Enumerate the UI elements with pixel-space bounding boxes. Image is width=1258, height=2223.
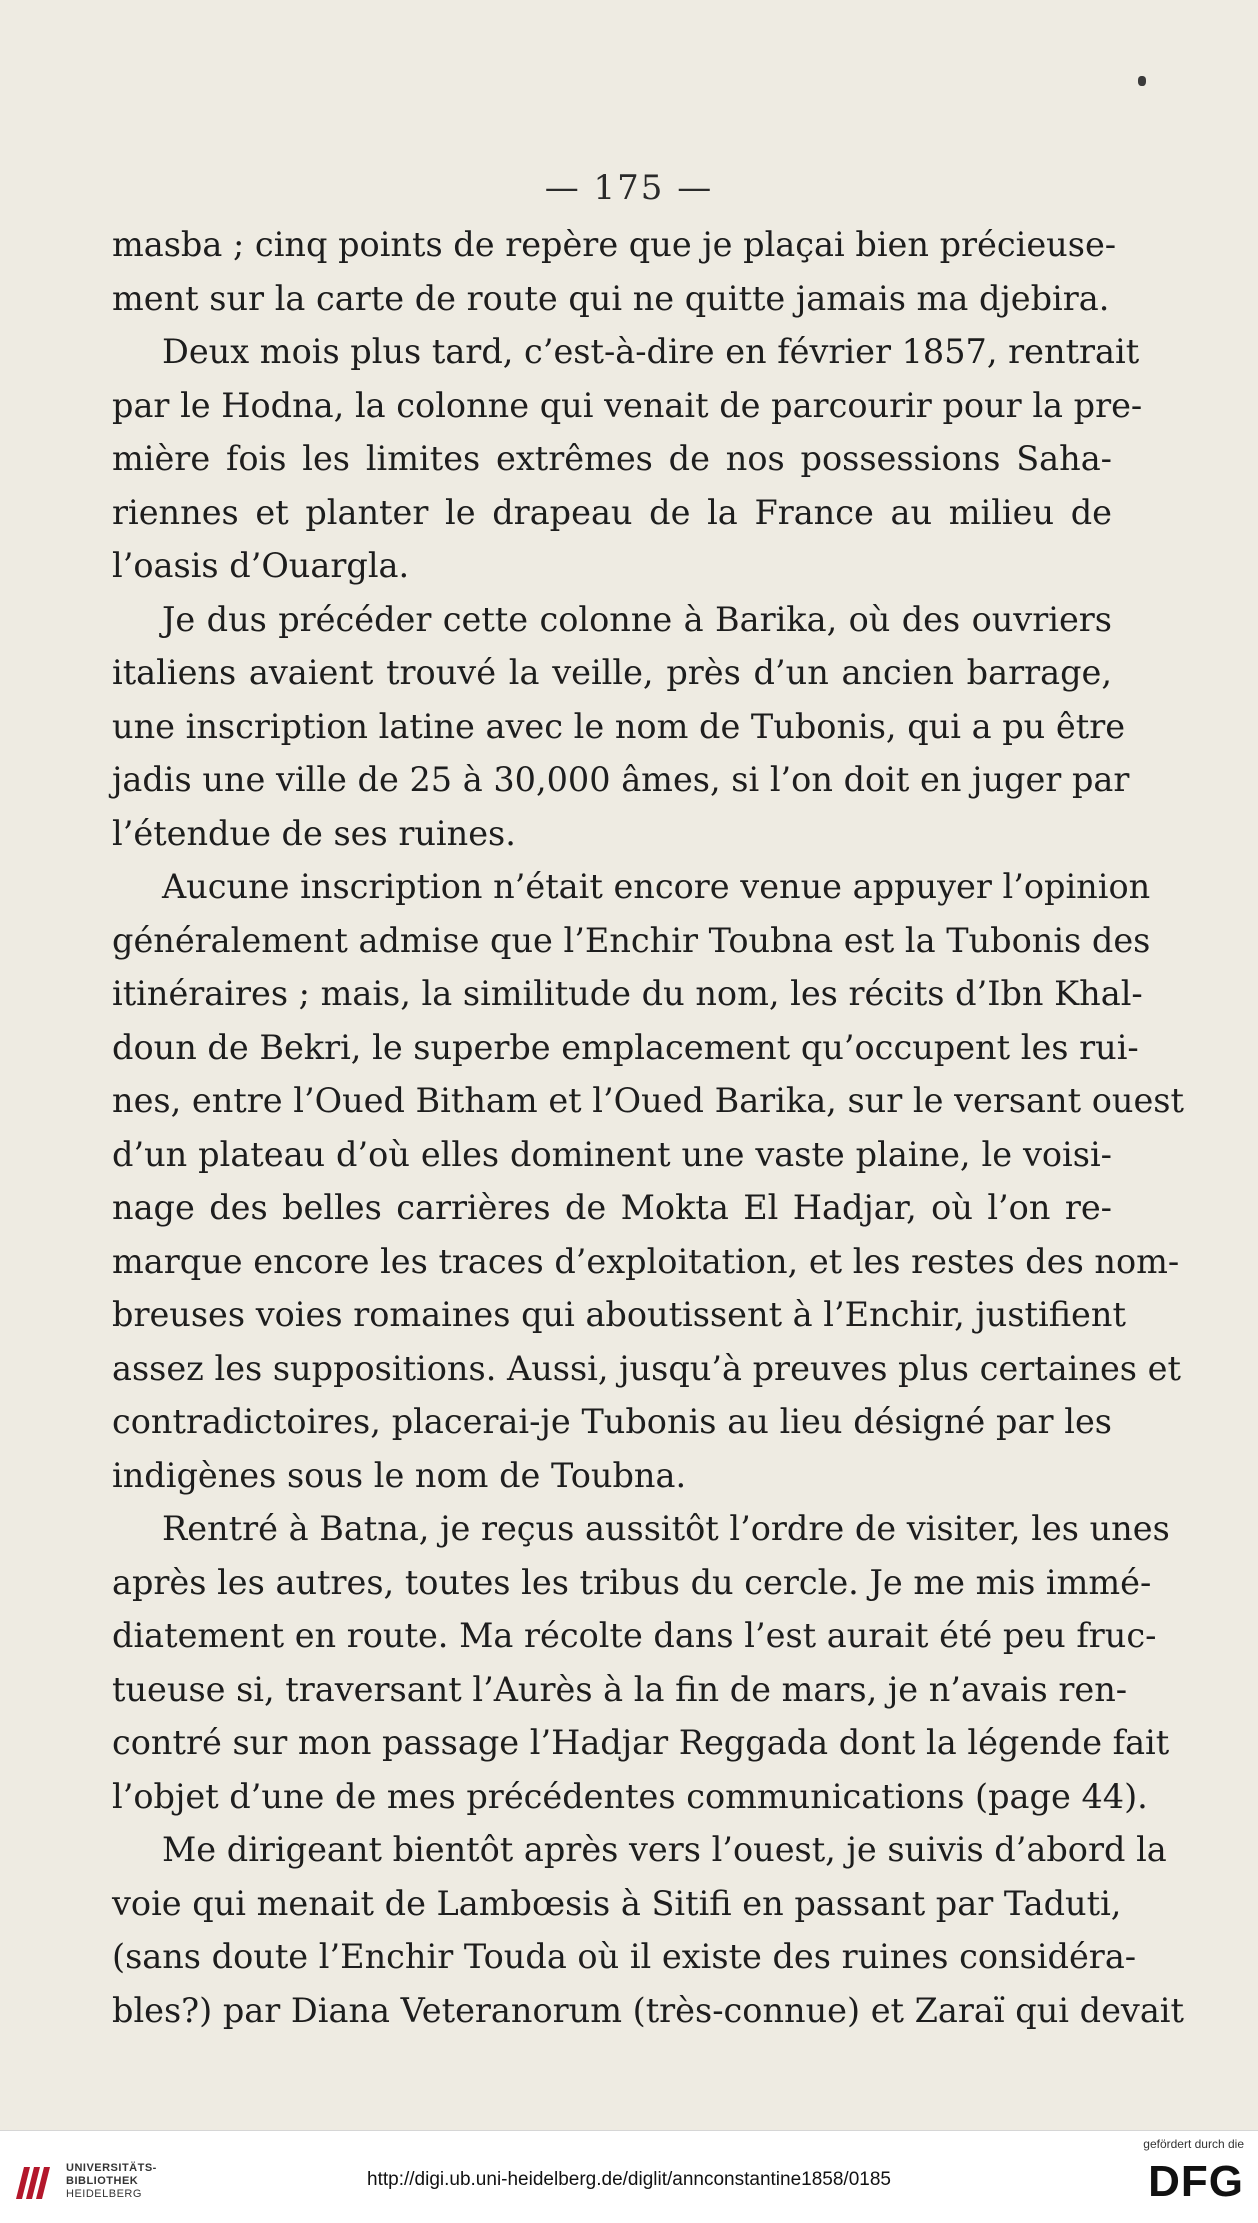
text-line: l’étendue de ses ruines. bbox=[112, 813, 516, 853]
viewer-footer bbox=[0, 2130, 1258, 2223]
ink-speck bbox=[1138, 76, 1146, 86]
text-line: italiens avaient trouvé la veille, près d’un ancien barrage, bbox=[112, 653, 1112, 692]
funder-label: gefördert durch die bbox=[1143, 2137, 1244, 2151]
text-line: l’oasis d’Ouargla. bbox=[112, 546, 410, 585]
text-line: doun de Bekri, le superbe emplacement qu’occupent les rui- bbox=[112, 1027, 1139, 1067]
text-line: d’un plateau d’où elles dominent une vaste plaine, le voisi- bbox=[112, 1134, 1112, 1174]
permalink-url[interactable]: http://digi.ub.uni-heidelberg.de/diglit/annconstantine1858/0185 bbox=[367, 2169, 891, 2190]
text-line: nage des belles carrières de Mokta El Hadjar, où l’on re- bbox=[112, 1188, 1112, 1227]
text-line: assez les suppositions. Aussi, jusqu’à preuves plus certaines et bbox=[112, 1348, 1181, 1388]
text-line: breuses voies romaines qui aboutissent à l’Enchir, justifient bbox=[112, 1295, 1126, 1334]
text-line: généralement admise que l’Enchir Toubna est la Tubonis des bbox=[112, 920, 1151, 960]
text-line: (sans doute l’Enchir Touda où il existe des ruines considéra- bbox=[112, 1937, 1137, 1976]
text-line: contré sur mon passage l’Hadjar Reggada dont la légende fait bbox=[112, 1723, 1170, 1762]
library-name-line: BIBLIOTHEK bbox=[66, 2175, 139, 2187]
text-line: mière fois les limites extrêmes de nos possessions Saha- bbox=[112, 439, 1112, 478]
library-name-line: HEIDELBERG bbox=[66, 2188, 142, 2200]
library-name-line: UNIVERSITÄTS- bbox=[66, 2162, 157, 2174]
dfg-logo: DFG bbox=[1148, 2157, 1244, 2206]
text-line: Me dirigeant bientôt après vers l’ouest, je suivis d’abord la bbox=[162, 1830, 1167, 1869]
text-line: après les autres, toutes les tribus du cercle. Je me mis immé- bbox=[112, 1562, 1152, 1602]
text-line: Deux mois plus tard, c’est-à-dire en février 1857, rentrait bbox=[162, 332, 1140, 371]
text-line: bles?) par Diana Veteranorum (très-connue) et Zaraï qui devait bbox=[112, 1990, 1184, 2030]
text-line: l’objet d’une de mes précédentes communications (page 44). bbox=[112, 1776, 1148, 1816]
text-line: marque encore les traces d’exploitation, et les restes des nom- bbox=[112, 1241, 1180, 1281]
text-line: diatement en route. Ma récolte dans l’est aurait été peu fruc- bbox=[112, 1616, 1157, 1655]
text-line: nes, entre l’Oued Bitham et l’Oued Barika, sur le versant ouest bbox=[112, 1081, 1184, 1120]
text-line: contradictoires, placerai-je Tubonis au lieu désigné par les bbox=[112, 1402, 1112, 1441]
text-line: ment sur la carte de route qui ne quitte jamais ma djebira. bbox=[112, 278, 1110, 318]
text-line: itinéraires ; mais, la similitude du nom, les récits d’Ibn Khal- bbox=[112, 974, 1143, 1013]
page-number: — 175 — bbox=[544, 168, 714, 208]
text-line: jadis une ville de 25 à 30,000 âmes, si l’on doit en juger par bbox=[112, 760, 1130, 799]
text-line: Je dus précéder cette colonne à Barika, où des ouvriers bbox=[162, 599, 1112, 639]
text-line: Aucune inscription n’était encore venue appuyer l’opinion bbox=[162, 867, 1151, 906]
text-line: voie qui menait de Lambœsis à Sitifi en passant par Taduti, bbox=[112, 1883, 1122, 1923]
text-line: une inscription latine avec le nom de Tubonis, qui a pu être bbox=[112, 706, 1126, 746]
text-line: par le Hodna, la colonne qui venait de parcourir pour la pre- bbox=[112, 385, 1143, 425]
text-line: indigènes sous le nom de Toubna. bbox=[112, 1455, 687, 1495]
text-line: masba ; cinq points de repère que je plaçai bien précieuse- bbox=[112, 225, 1117, 264]
text-line: tueuse si, traversant l’Aurès à la fin de mars, je n’avais ren- bbox=[112, 1669, 1128, 1709]
text-line: riennes et planter le drapeau de la France au milieu de bbox=[112, 492, 1112, 532]
text-line: Rentré à Batna, je reçus aussitôt l’ordre de visiter, les unes bbox=[162, 1509, 1170, 1548]
body-text bbox=[112, 218, 1184, 2037]
